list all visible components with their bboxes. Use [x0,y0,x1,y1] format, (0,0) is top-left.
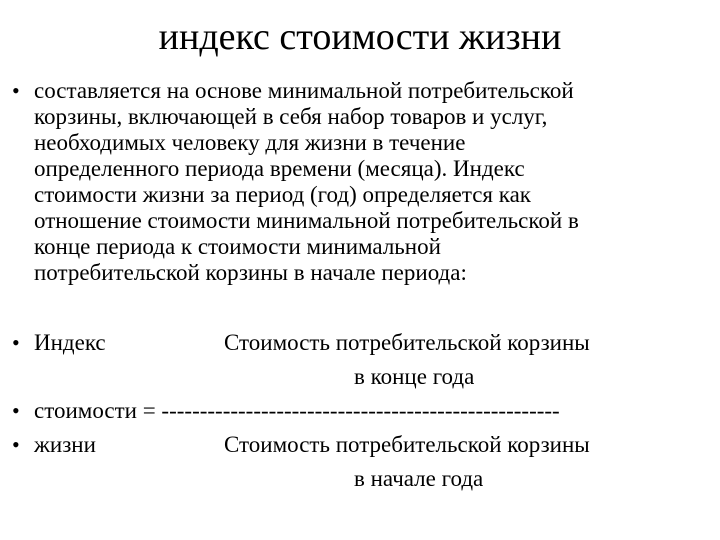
formula-fraction-line: стоимости = ---------------------------------------------------- [34,398,560,423]
formula-numerator-suffix: в конце года [354,364,475,389]
formula-label-index: Индекс [34,330,106,355]
paragraph-line: определенного периода времени (месяца). Индекс [34,156,525,181]
formula-numerator: Стоимость потребительской корзины [224,330,590,355]
definition-paragraph [34,78,720,286]
formula-denominator-suffix: в начале года [354,466,484,491]
bullet-formula-index [0,330,720,356]
formula-label-life: жизни [34,432,96,457]
paragraph-line: составляется на основе минимальной потребительской [34,78,574,103]
bullet-marker: • [12,330,20,355]
bullet-marker: • [12,398,20,423]
bullet-marker: • [12,432,20,457]
bullet-definition [0,78,720,294]
paragraph-line: необходимых человеку для жизни в течение [34,130,466,155]
paragraph-line: стоимости жизни за период (год) определяется как [34,182,531,207]
bullet-list [0,78,720,492]
paragraph-line: потребительской корзины в начале периода: [34,260,467,285]
bullet-formula-life [0,432,720,458]
bullet-formula-fraction [0,398,720,424]
numerator-suffix-row [0,364,720,390]
formula-denominator: Стоимость потребительской корзины [224,432,590,457]
paragraph-line: корзины, включающей в себя набор товаров и услуг, [34,104,548,129]
paragraph-line: отношение стоимости минимальной потребительской в [34,208,579,233]
denominator-suffix-row [0,466,720,492]
paragraph-line: конце периода к стоимости минимальной [34,234,441,259]
slide-title: индекс стоимости жизни [158,16,562,58]
bullet-marker: • [12,78,20,103]
